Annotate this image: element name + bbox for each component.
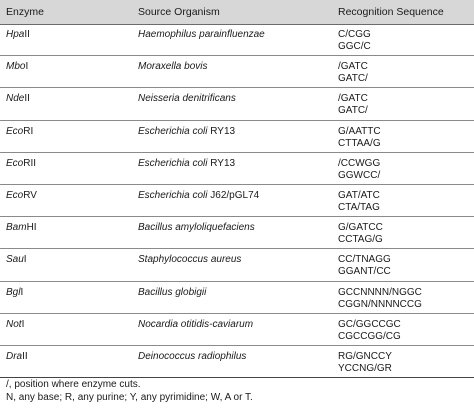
enzyme-name: EcoRV	[6, 190, 37, 201]
enzyme-name: SauI	[6, 254, 27, 266]
table-row	[0, 282, 474, 314]
table-row	[0, 249, 474, 281]
enzyme-name: EcoRII	[6, 157, 37, 169]
enzyme-name: DraII	[6, 351, 28, 362]
footnote-base-codes: N, any base; R, any purine; Y, any pyrimidine; W, A or T.	[6, 392, 253, 403]
recognition-sequence: GCCNNNN/NGGC CGGN/NNNNCCG	[338, 286, 422, 310]
enzyme-name: NotI	[6, 318, 25, 330]
recognition-sequence: RG/GNCCY YCCNG/GR	[338, 351, 392, 374]
recognition-sequence: CC/TNAGG GGANT/CC	[338, 254, 391, 278]
table-row	[0, 314, 474, 346]
recognition-sequence: C/CGG GGC/C	[338, 29, 371, 52]
header-enzyme: Enzyme	[6, 6, 44, 18]
table-row	[0, 217, 474, 249]
source-organism: Escherichia coli RY13	[138, 157, 236, 169]
recognition-sequence: /GATC GATC/	[338, 93, 368, 117]
source-organism: Nocardia otitidis-caviarum	[138, 318, 254, 330]
source-organism: Bacillus globigii	[138, 286, 207, 298]
source-organism: Staphylococcus aureus	[138, 254, 242, 266]
header-source-organism: Source Organism	[138, 6, 220, 18]
header-recognition-sequence: Recognition Sequence	[338, 6, 444, 18]
table-row	[0, 153, 474, 185]
source-organism: Bacillus amyloliquefaciens	[138, 222, 255, 234]
enzyme-name: BamHI	[6, 222, 37, 234]
source-organism: Neisseria denitrificans	[138, 93, 236, 105]
table-row	[0, 346, 474, 378]
source-organism: Moraxella bovis	[138, 61, 208, 73]
recognition-sequence: G/AATTC CTTAA/G	[338, 125, 381, 149]
table-row	[0, 24, 474, 56]
source-organism: Haemophilus parainfluenzae	[138, 29, 265, 40]
table-row	[0, 56, 474, 88]
table-row	[0, 88, 474, 120]
recognition-sequence: /CCWGG GGWCC/	[338, 157, 381, 181]
table-footnotes	[6, 378, 253, 404]
source-organism: Escherichia coli RY13	[138, 125, 236, 137]
recognition-sequence: GC/GGCCGC CGCCGG/CG	[338, 318, 401, 342]
recognition-sequence: G/GATCC CCTAG/G	[338, 222, 383, 246]
enzyme-name: BglI	[6, 286, 24, 298]
recognition-sequence: /GATC GATC/	[338, 61, 368, 85]
enzyme-name: EcoRI	[6, 125, 34, 137]
table-row	[0, 121, 474, 153]
source-organism: Deinococcus radiophilus	[138, 351, 247, 362]
footnote-cut-position: /, position where enzyme cuts.	[6, 379, 141, 390]
enzyme-name: NdeII	[6, 93, 30, 105]
table-row	[0, 185, 474, 217]
table-header	[0, 0, 474, 25]
enzyme-name: HpaII	[6, 29, 30, 40]
recognition-sequence: GAT/ATC CTA/TAG	[338, 190, 380, 213]
enzyme-name: MboI	[6, 61, 29, 73]
source-organism: Escherichia coli J62/pGL74	[138, 190, 260, 201]
